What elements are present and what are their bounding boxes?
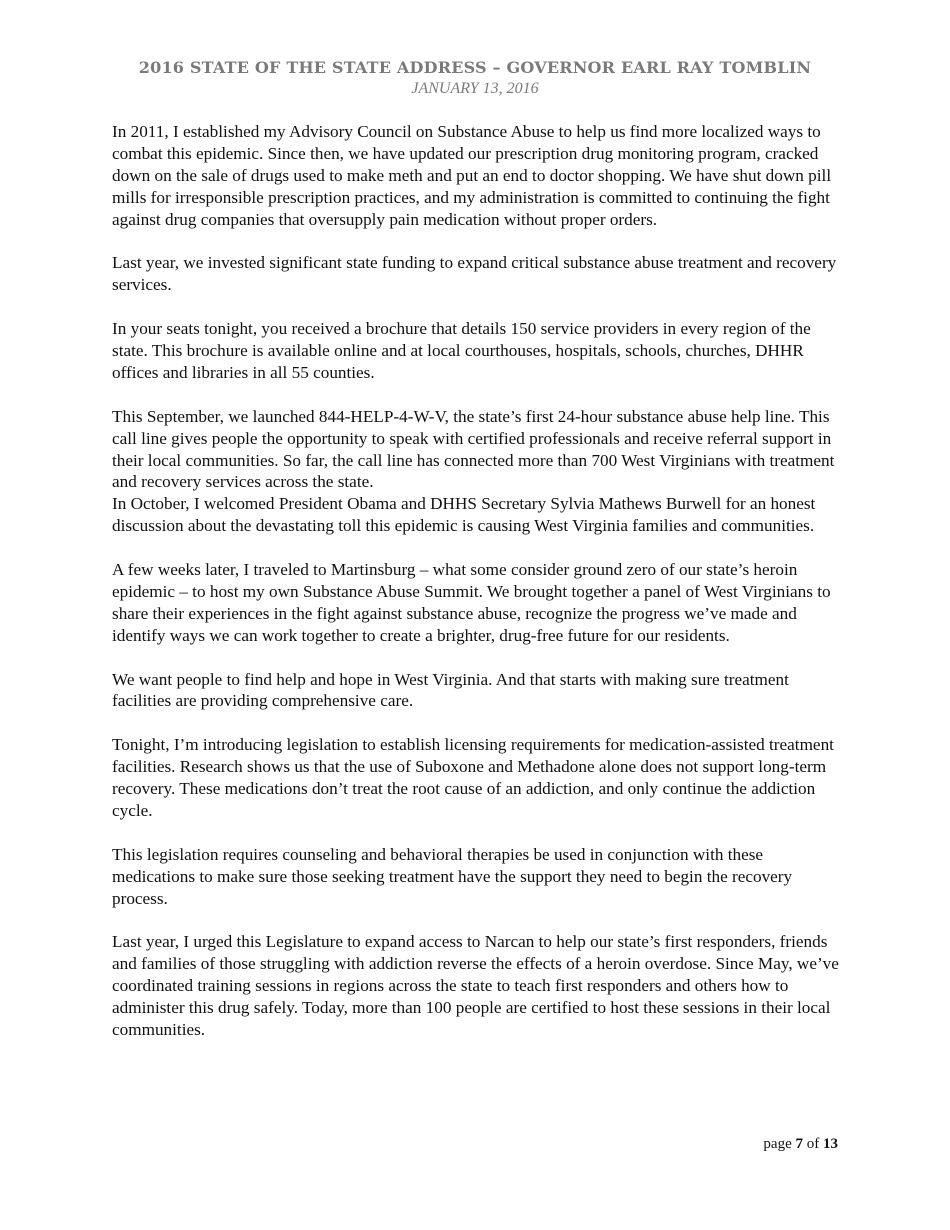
header-date: JANUARY 13, 2016 <box>411 80 539 97</box>
page-header <box>0 57 950 99</box>
page-number-current: 7 <box>795 1136 803 1152</box>
page-number-total: 13 <box>823 1136 838 1152</box>
paragraph: A few weeks later, I traveled to Martinsburg – what some consider ground zero of our state’s heroin epidemic – to host my own Substance Abuse Summit. We brought together a panel of West Virginians to share their experiences in the fight against substance abuse, recognize the progress we’ve made and identify ways we can work together to create a brighter, drug-free future for our residents. <box>112 560 831 645</box>
page-number-of: of <box>806 1136 820 1152</box>
header-title: 2016 STATE OF THE STATE ADDRESS – GOVERNOR EARL RAY TOMBLIN <box>138 58 812 77</box>
page-number-prefix: page <box>763 1136 792 1152</box>
body-text <box>112 121 842 1063</box>
paragraph: In your seats tonight, you received a brochure that details 150 service providers in every region of the state. This brochure is available online and at local courthouses, hospitals, schools, churches, DHHR offices and libraries in all 55 counties. <box>112 319 811 382</box>
paragraph: Last year, I urged this Legislature to expand access to Narcan to help our state’s first responders, friends and families of those struggling with addiction reverse the effects of a heroin overdose. Since May, we’ve coordinated training sessions in regions across the state to teach first responders and others how to administer this drug safely. Today, more than 100 people are certified to host these sessions in their local communities. <box>112 932 839 1040</box>
paragraph: Last year, we invested significant state funding to expand critical substance abuse treatment and recovery services. <box>112 253 837 295</box>
paragraph: We want people to find help and hope in West Virginia. And that starts with making sure treatment facilities are providing comprehensive care. <box>112 669 789 711</box>
paragraph: This legislation requires counseling and behavioral therapies be used in conjunction with these medications to make sure those seeking treatment have the support they need to begin the recovery process. <box>112 844 793 908</box>
paragraph: Tonight, I’m introducing legislation to establish licensing requirements for medication-assisted treatment facilities. Research shows us that the use of Suboxone and Methadone alone does not support long-term recovery. These medications don’t treat the root cause of an addiction, and only continue the addiction cycle. <box>112 735 834 820</box>
paragraph: In 2011, I established my Advisory Council on Substance Abuse to help us find more localized ways to combat this epidemic. Since then, we have updated our prescription drug monitoring program, cracked down on the sale of drugs used to make meth and put an end to doctor shopping. We have shut down pill mills for irresponsible prescription practices, and my administration is committed to continuing the fight against drug companies that oversupply pain medication without proper orders. <box>112 122 832 229</box>
page-number <box>763 1136 838 1153</box>
paragraph: In October, I welcomed President Obama and DHHS Secretary Sylvia Mathews Burwell for an honest discussion about the devastating toll this epidemic is causing West Virginia families and communities. <box>112 494 816 536</box>
paragraph: This September, we launched 844-HELP-4-W-V, the state’s first 24-hour substance abuse help line. This call line gives people the opportunity to speak with certified professionals and receive referral support in their local communities. So far, the call line has connected more than 700 West Virginians with treatment and recovery services across the state. <box>112 406 835 492</box>
